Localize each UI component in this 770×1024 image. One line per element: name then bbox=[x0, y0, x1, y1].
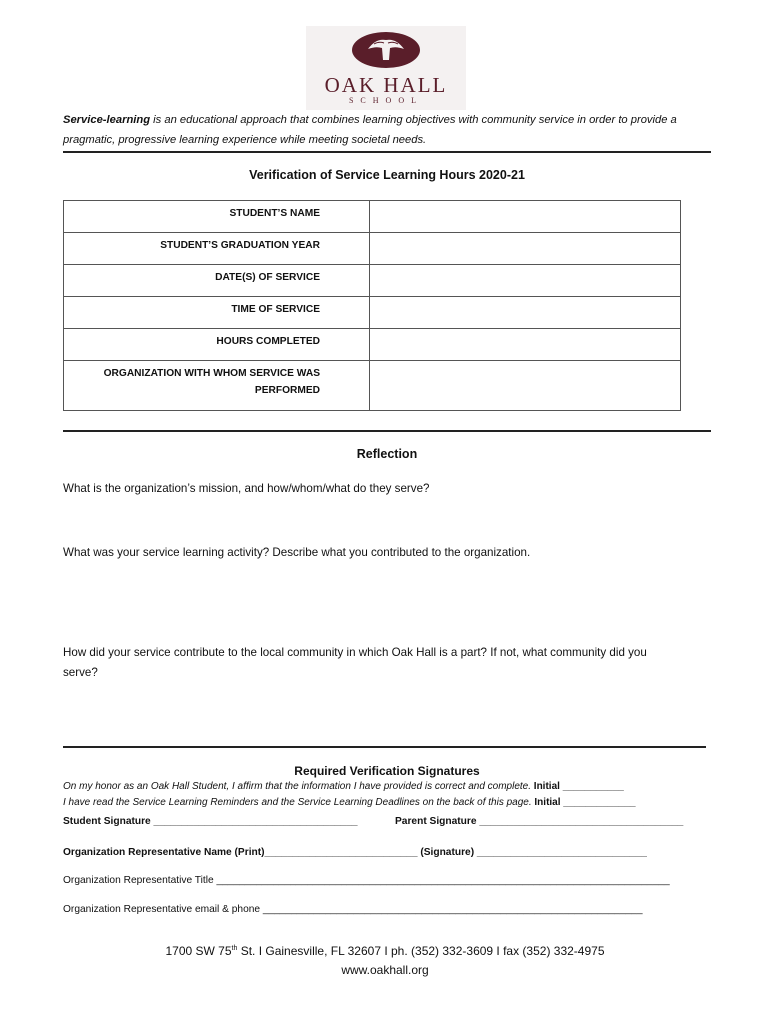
footer-address bbox=[0, 944, 770, 958]
address-street: 1700 SW 75 bbox=[165, 944, 232, 958]
footer-website-link[interactable]: www.oakhall.org bbox=[341, 963, 429, 977]
honor-text: On my honor as an Oak Hall Student, I affirm that the information I have provided is correct and complete. bbox=[63, 781, 532, 792]
table-row bbox=[64, 329, 681, 361]
address-ordinal: th bbox=[231, 945, 238, 952]
table-row bbox=[64, 233, 681, 265]
table-row bbox=[64, 297, 681, 329]
time-of-service-field[interactable] bbox=[370, 297, 681, 329]
signatures-title: Required Verification Signatures bbox=[294, 764, 480, 778]
reflection-question-2: What was your service learning activity? Describe what you contributed to the organization. bbox=[63, 546, 531, 559]
parent-signature-field[interactable]: Parent Signature ____________________________________ bbox=[395, 816, 684, 827]
divider bbox=[63, 151, 711, 153]
divider bbox=[63, 746, 706, 748]
graduation-year-field[interactable] bbox=[370, 233, 681, 265]
honor-initial-field[interactable]: Initial ___________ bbox=[533, 781, 624, 792]
dates-of-service-field[interactable] bbox=[370, 265, 681, 297]
intro-paragraph bbox=[63, 110, 723, 150]
form-title: Verification of Service Learning Hours 2020-21 bbox=[249, 168, 525, 182]
row-label: ORGANIZATION WITH WHOM SERVICE WAS PERFORMED bbox=[64, 361, 370, 411]
intro-lead: Service-learning bbox=[63, 114, 151, 126]
logo-subtitle: SCHOOL bbox=[348, 96, 423, 105]
row-label: STUDENT’S GRADUATION YEAR bbox=[64, 233, 370, 265]
hours-completed-field[interactable] bbox=[370, 329, 681, 361]
row-label: STUDENT’S NAME bbox=[64, 201, 370, 233]
intro-text: is an educational approach that combines learning objectives with community service in order to provide a pragmatic, progressive learning experience while meeting societal needs. bbox=[63, 114, 677, 146]
table-row bbox=[64, 265, 681, 297]
address-contact: St. I Gainesville, FL 32607 I ph. (352) 332-3609 I fax (352) 332-4975 bbox=[237, 944, 605, 958]
row-label: DATE(S) OF SERVICE bbox=[64, 265, 370, 297]
reflection-question-1: What is the organization’s mission, and how/whom/what do they serve? bbox=[63, 482, 430, 495]
org-rep-title-field[interactable]: Organization Representative Title ________________________________________________________________________________ bbox=[63, 875, 670, 886]
row-label: TIME OF SERVICE bbox=[64, 297, 370, 329]
logo-name: OAK HALL bbox=[324, 73, 448, 97]
org-rep-name-field[interactable]: Organization Representative Name (Print)___________________________ (Signature) ______________________________ bbox=[63, 847, 647, 858]
table-row bbox=[64, 201, 681, 233]
student-signature-field[interactable]: Student Signature ____________________________________ bbox=[63, 816, 358, 827]
org-rep-contact-field[interactable]: Organization Representative email & phone ___________________________________________________________________ bbox=[63, 904, 643, 915]
reminder-initial-field[interactable]: Initial _____________ bbox=[534, 797, 636, 808]
reflection-title: Reflection bbox=[356, 447, 418, 461]
reminder-text: I have read the Service Learning Reminders and the Service Learning Deadlines on the back of this page. bbox=[63, 797, 532, 808]
table-row bbox=[64, 361, 681, 411]
organization-field[interactable] bbox=[370, 361, 681, 411]
verification-table bbox=[63, 200, 681, 411]
reminder-statement bbox=[63, 797, 636, 808]
student-name-field[interactable] bbox=[370, 201, 681, 233]
honor-statement bbox=[63, 781, 624, 792]
oak-tree-logo-icon bbox=[346, 30, 426, 72]
reflection-question-3: How did your service contribute to the local community in which Oak Hall is a part? If not, what community did you serve? bbox=[63, 646, 647, 679]
row-label: HOURS COMPLETED bbox=[64, 329, 370, 361]
divider bbox=[63, 430, 711, 432]
